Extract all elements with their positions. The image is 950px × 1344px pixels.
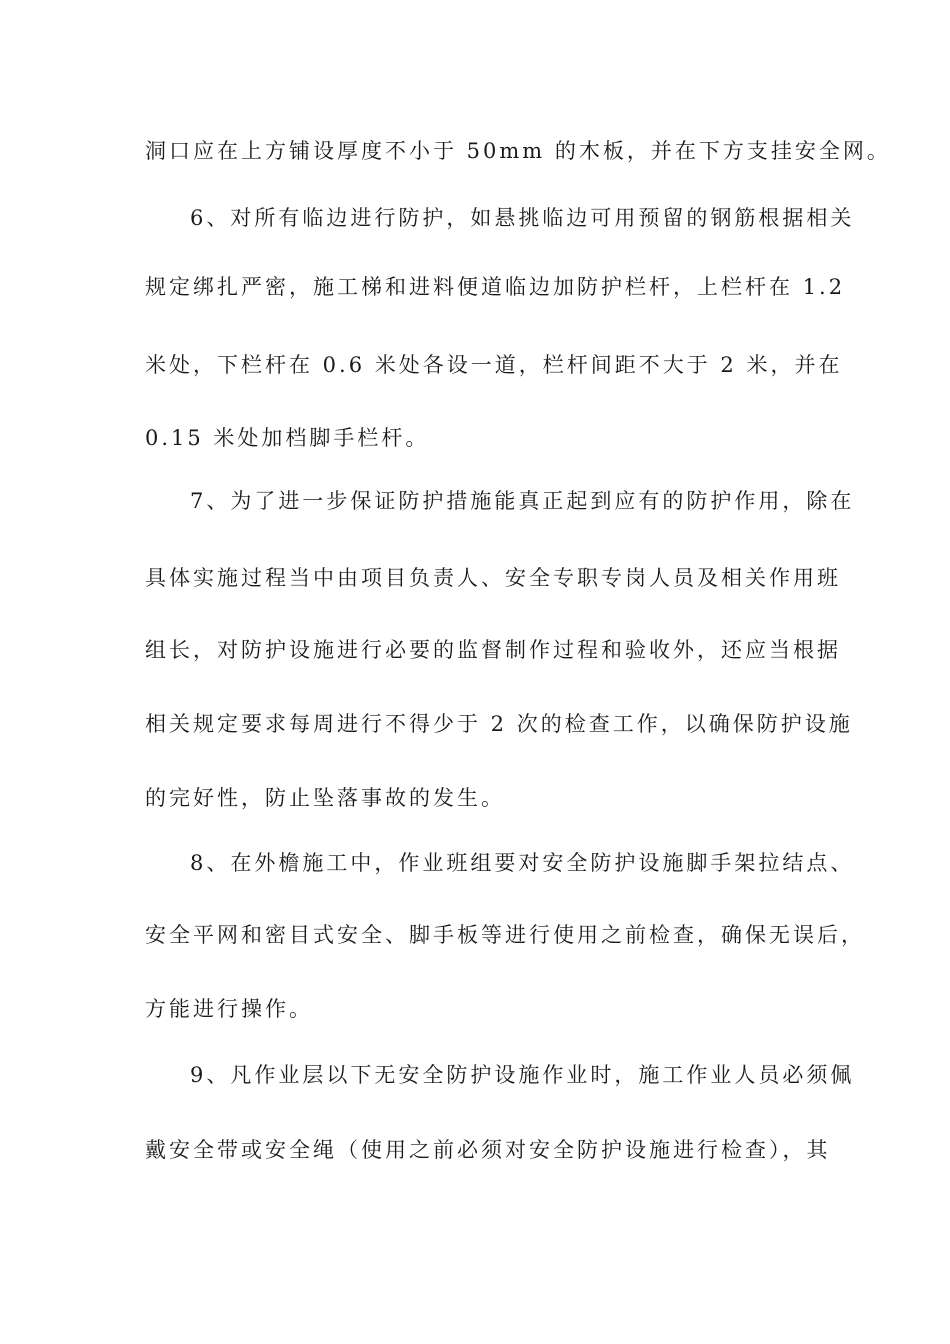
text-line: 戴安全带或安全绳（使用之前必须对安全防护设施进行检查），其 xyxy=(145,1138,831,1162)
paragraph-9-start: 9、凡作业层以下无安全防护设施作业时，施工作业人员必须佩 xyxy=(190,1063,855,1087)
text-line: 规定绑扎严密，施工梯和进料便道临边加防护栏杆，上栏杆在 1.2 xyxy=(145,275,846,299)
text-line: 相关规定要求每周进行不得少于 2 次的检查工作，以确保防护设施 xyxy=(145,712,853,736)
paragraph-6-start: 6、对所有临边进行防护，如悬挑临边可用预留的钢筋根据相关 xyxy=(190,206,855,230)
text-line: 安全平网和密目式安全、脚手板等进行使用之前检查，确保无误后， xyxy=(145,923,865,947)
text-line: 米处，下栏杆在 0.6 米处各设一道，栏杆间距不大于 2 米，并在 xyxy=(145,353,843,377)
text-line: 方能进行操作。 xyxy=(145,997,313,1021)
text-line: 0.15 米处加档脚手栏杆。 xyxy=(145,426,430,450)
paragraph-8-start: 8、在外檐施工中，作业班组要对安全防护设施脚手架拉结点、 xyxy=(190,851,855,875)
text-line: 具体实施过程当中由项目负责人、安全专职专岗人员及相关作用班 xyxy=(145,566,841,590)
text-line: 的完好性，防止坠落事故的发生。 xyxy=(145,786,505,810)
text-line: 组长，对防护设施进行必要的监督制作过程和验收外，还应当根据 xyxy=(145,638,841,662)
paragraph-7-start: 7、为了进一步保证防护措施能真正起到应有的防护作用，除在 xyxy=(190,489,855,513)
text-line: 洞口应在上方铺设厚度不小于 50mm 的木板，并在下方支挂安全网。 xyxy=(145,139,891,163)
